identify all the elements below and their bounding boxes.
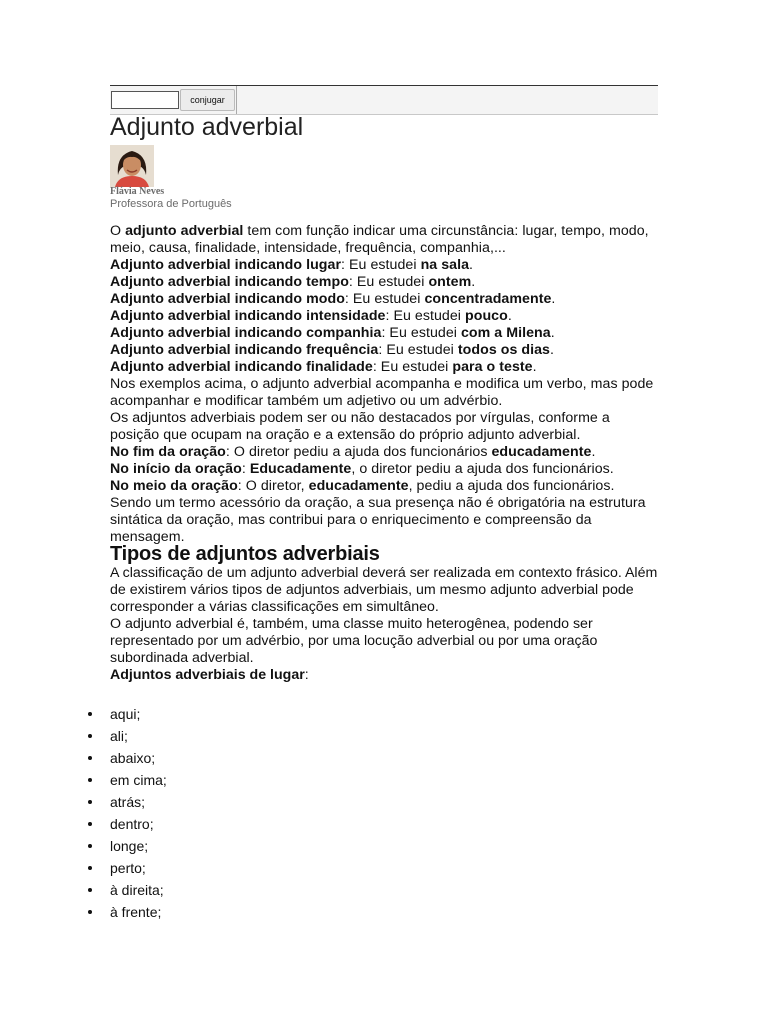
author-role: Professora de Português xyxy=(110,198,232,210)
list-item-text: dentro; xyxy=(110,816,154,832)
place-heading-label: Adjuntos adverbiais de lugar xyxy=(110,667,305,683)
position-end-line xyxy=(110,444,658,461)
example-line xyxy=(110,325,658,342)
list-item-text: em cima; xyxy=(110,772,167,788)
list-item-text: perto; xyxy=(110,860,146,876)
example-adverbial: para o teste xyxy=(452,359,533,375)
example-adverbial: ontem xyxy=(428,274,472,290)
example-text: : Eu estudei xyxy=(341,257,421,273)
list-item-text: longe; xyxy=(110,838,149,854)
example-label: Adjunto adverbial indicando modo xyxy=(110,291,345,307)
list-item-text: à frente; xyxy=(110,904,162,920)
example-label: Adjunto adverbial indicando tempo xyxy=(110,274,349,290)
list-item xyxy=(84,769,167,791)
position-adverbial: Educadamente xyxy=(249,461,352,477)
list-item xyxy=(84,835,167,857)
classification-paragraph: A classificação de um adjunto adverbial deverá ser realizada em contexto frásico. Além de existirem vários tipos de adjuntos adverbiais, um mesmo adjunto adverbial pode corresponder a várias classificações em simultâneo. xyxy=(110,565,658,615)
bullet-icon xyxy=(88,888,92,892)
example-adverbial: concentradamente xyxy=(424,291,552,307)
example-end: . xyxy=(471,274,476,290)
example-end: . xyxy=(551,291,556,307)
position-text: , o diretor pediu a ajuda dos funcionários. xyxy=(351,461,614,477)
position-adverbial: educadamente xyxy=(491,444,592,460)
position-tail: , pediu a ajuda dos funcionários. xyxy=(408,478,615,494)
position-start-line xyxy=(110,461,658,478)
list-item xyxy=(84,857,167,879)
bullet-icon xyxy=(88,844,92,848)
list-item xyxy=(84,879,167,901)
example-adverbial: pouco xyxy=(465,308,508,324)
position-text: : O diretor pediu a ajuda dos funcionários xyxy=(225,444,492,460)
position-label: No fim da oração xyxy=(110,444,226,460)
position-middle-line xyxy=(110,478,658,495)
position-label: No meio da oração xyxy=(110,478,238,494)
bullet-icon xyxy=(88,910,92,914)
page-title: Adjunto adverbial xyxy=(110,113,304,141)
list-item xyxy=(84,791,167,813)
example-adverbial: com a Milena xyxy=(460,325,551,341)
types-body xyxy=(110,565,658,684)
conjugation-toolbar xyxy=(110,85,658,115)
example-line xyxy=(110,359,658,376)
intro-text: O xyxy=(110,223,126,239)
example-line xyxy=(110,342,658,359)
accessory-paragraph: Sendo um termo acessório da oração, a sua presença não é obrigatória na estrutura sintática da oração, mas contribui para o enriquecimento e compreensão da mensagem. xyxy=(110,495,646,545)
intro-text-rest: tem com função indicar uma circunstância: lugar, tempo, modo, meio, causa, finalidade, intensidade, frequência, companhia,... xyxy=(110,223,649,256)
avatar xyxy=(110,145,154,187)
example-label: Adjunto adverbial indicando lugar xyxy=(110,257,342,273)
intro-term: adjunto adverbial xyxy=(125,223,244,239)
example-end: . xyxy=(550,325,555,341)
example-label: Adjunto adverbial indicando frequência xyxy=(110,342,379,358)
example-label: Adjunto adverbial indicando finalidade xyxy=(110,359,373,375)
example-label: Adjunto adverbial indicando intensidade xyxy=(110,308,386,324)
position-text: : O diretor, xyxy=(237,478,309,494)
position-sep: : xyxy=(241,461,250,477)
example-line xyxy=(110,274,658,291)
example-text: : Eu estudei xyxy=(348,274,429,290)
example-end: . xyxy=(532,359,537,375)
list-item xyxy=(84,703,167,725)
example-text: : Eu estudei xyxy=(378,342,458,358)
bullet-icon xyxy=(88,800,92,804)
example-text: : Eu estudei xyxy=(344,291,425,307)
example-text: : Eu estudei xyxy=(385,308,466,324)
list-item xyxy=(84,725,167,747)
place-heading xyxy=(110,667,658,684)
example-label: Adjunto adverbial indicando companhia xyxy=(110,325,382,341)
example-end: . xyxy=(549,342,554,358)
bullet-icon xyxy=(88,756,92,760)
article-body xyxy=(110,223,658,546)
example-end: . xyxy=(507,308,512,324)
list-item xyxy=(84,747,167,769)
author-name: Flávia Neves xyxy=(110,186,165,197)
list-item-text: abaixo; xyxy=(110,750,156,766)
example-adverbial: na sala xyxy=(420,257,470,273)
intro-paragraph xyxy=(110,223,658,257)
example-line xyxy=(110,257,658,274)
list-item xyxy=(84,901,167,923)
verb-input[interactable] xyxy=(111,91,179,109)
example-text: : Eu estudei xyxy=(372,359,453,375)
position-label: No início da oração xyxy=(110,461,242,477)
list-item-text: ali; xyxy=(110,728,128,744)
bullet-icon xyxy=(88,866,92,870)
list-item xyxy=(84,813,167,835)
list-item-text: aqui; xyxy=(110,706,141,722)
example-end: . xyxy=(469,257,474,273)
example-line xyxy=(110,308,658,325)
toolbar-divider xyxy=(236,86,237,114)
list-item-text: à direita; xyxy=(110,882,164,898)
bullet-icon xyxy=(88,778,92,782)
list-item-text: atrás; xyxy=(110,794,146,810)
example-text: : Eu estudei xyxy=(381,325,461,341)
example-adverbial: todos os dias xyxy=(457,342,550,358)
place-heading-colon: : xyxy=(304,667,309,683)
position-tail: . xyxy=(591,444,596,460)
bullet-icon xyxy=(88,734,92,738)
position-adverbial: educadamente xyxy=(308,478,409,494)
bullet-icon xyxy=(88,712,92,716)
commas-paragraph: Os adjuntos adverbiais podem ser ou não destacados por vírgulas, conforme a posição que ocupam na oração e a extensão do próprio adjunto adverbial. xyxy=(110,410,610,443)
conjugate-button[interactable]: conjugar xyxy=(180,89,235,111)
verbs-paragraph: Nos exemplos acima, o adjunto adverbial acompanha e modifica um verbo, mas pode acompanhar e modificar também um adjetivo ou um advérbio. xyxy=(110,376,654,409)
section-heading: Tipos de adjuntos adverbiais xyxy=(110,543,380,565)
place-adverbials-list xyxy=(84,703,167,923)
heterogeneous-paragraph: O adjunto adverbial é, também, uma classe muito heterogênea, podendo ser representado por um advérbio, por uma locução adverbial ou por uma oração subordinada adverbial. xyxy=(110,616,598,666)
bullet-icon xyxy=(88,822,92,826)
example-line xyxy=(110,291,658,308)
